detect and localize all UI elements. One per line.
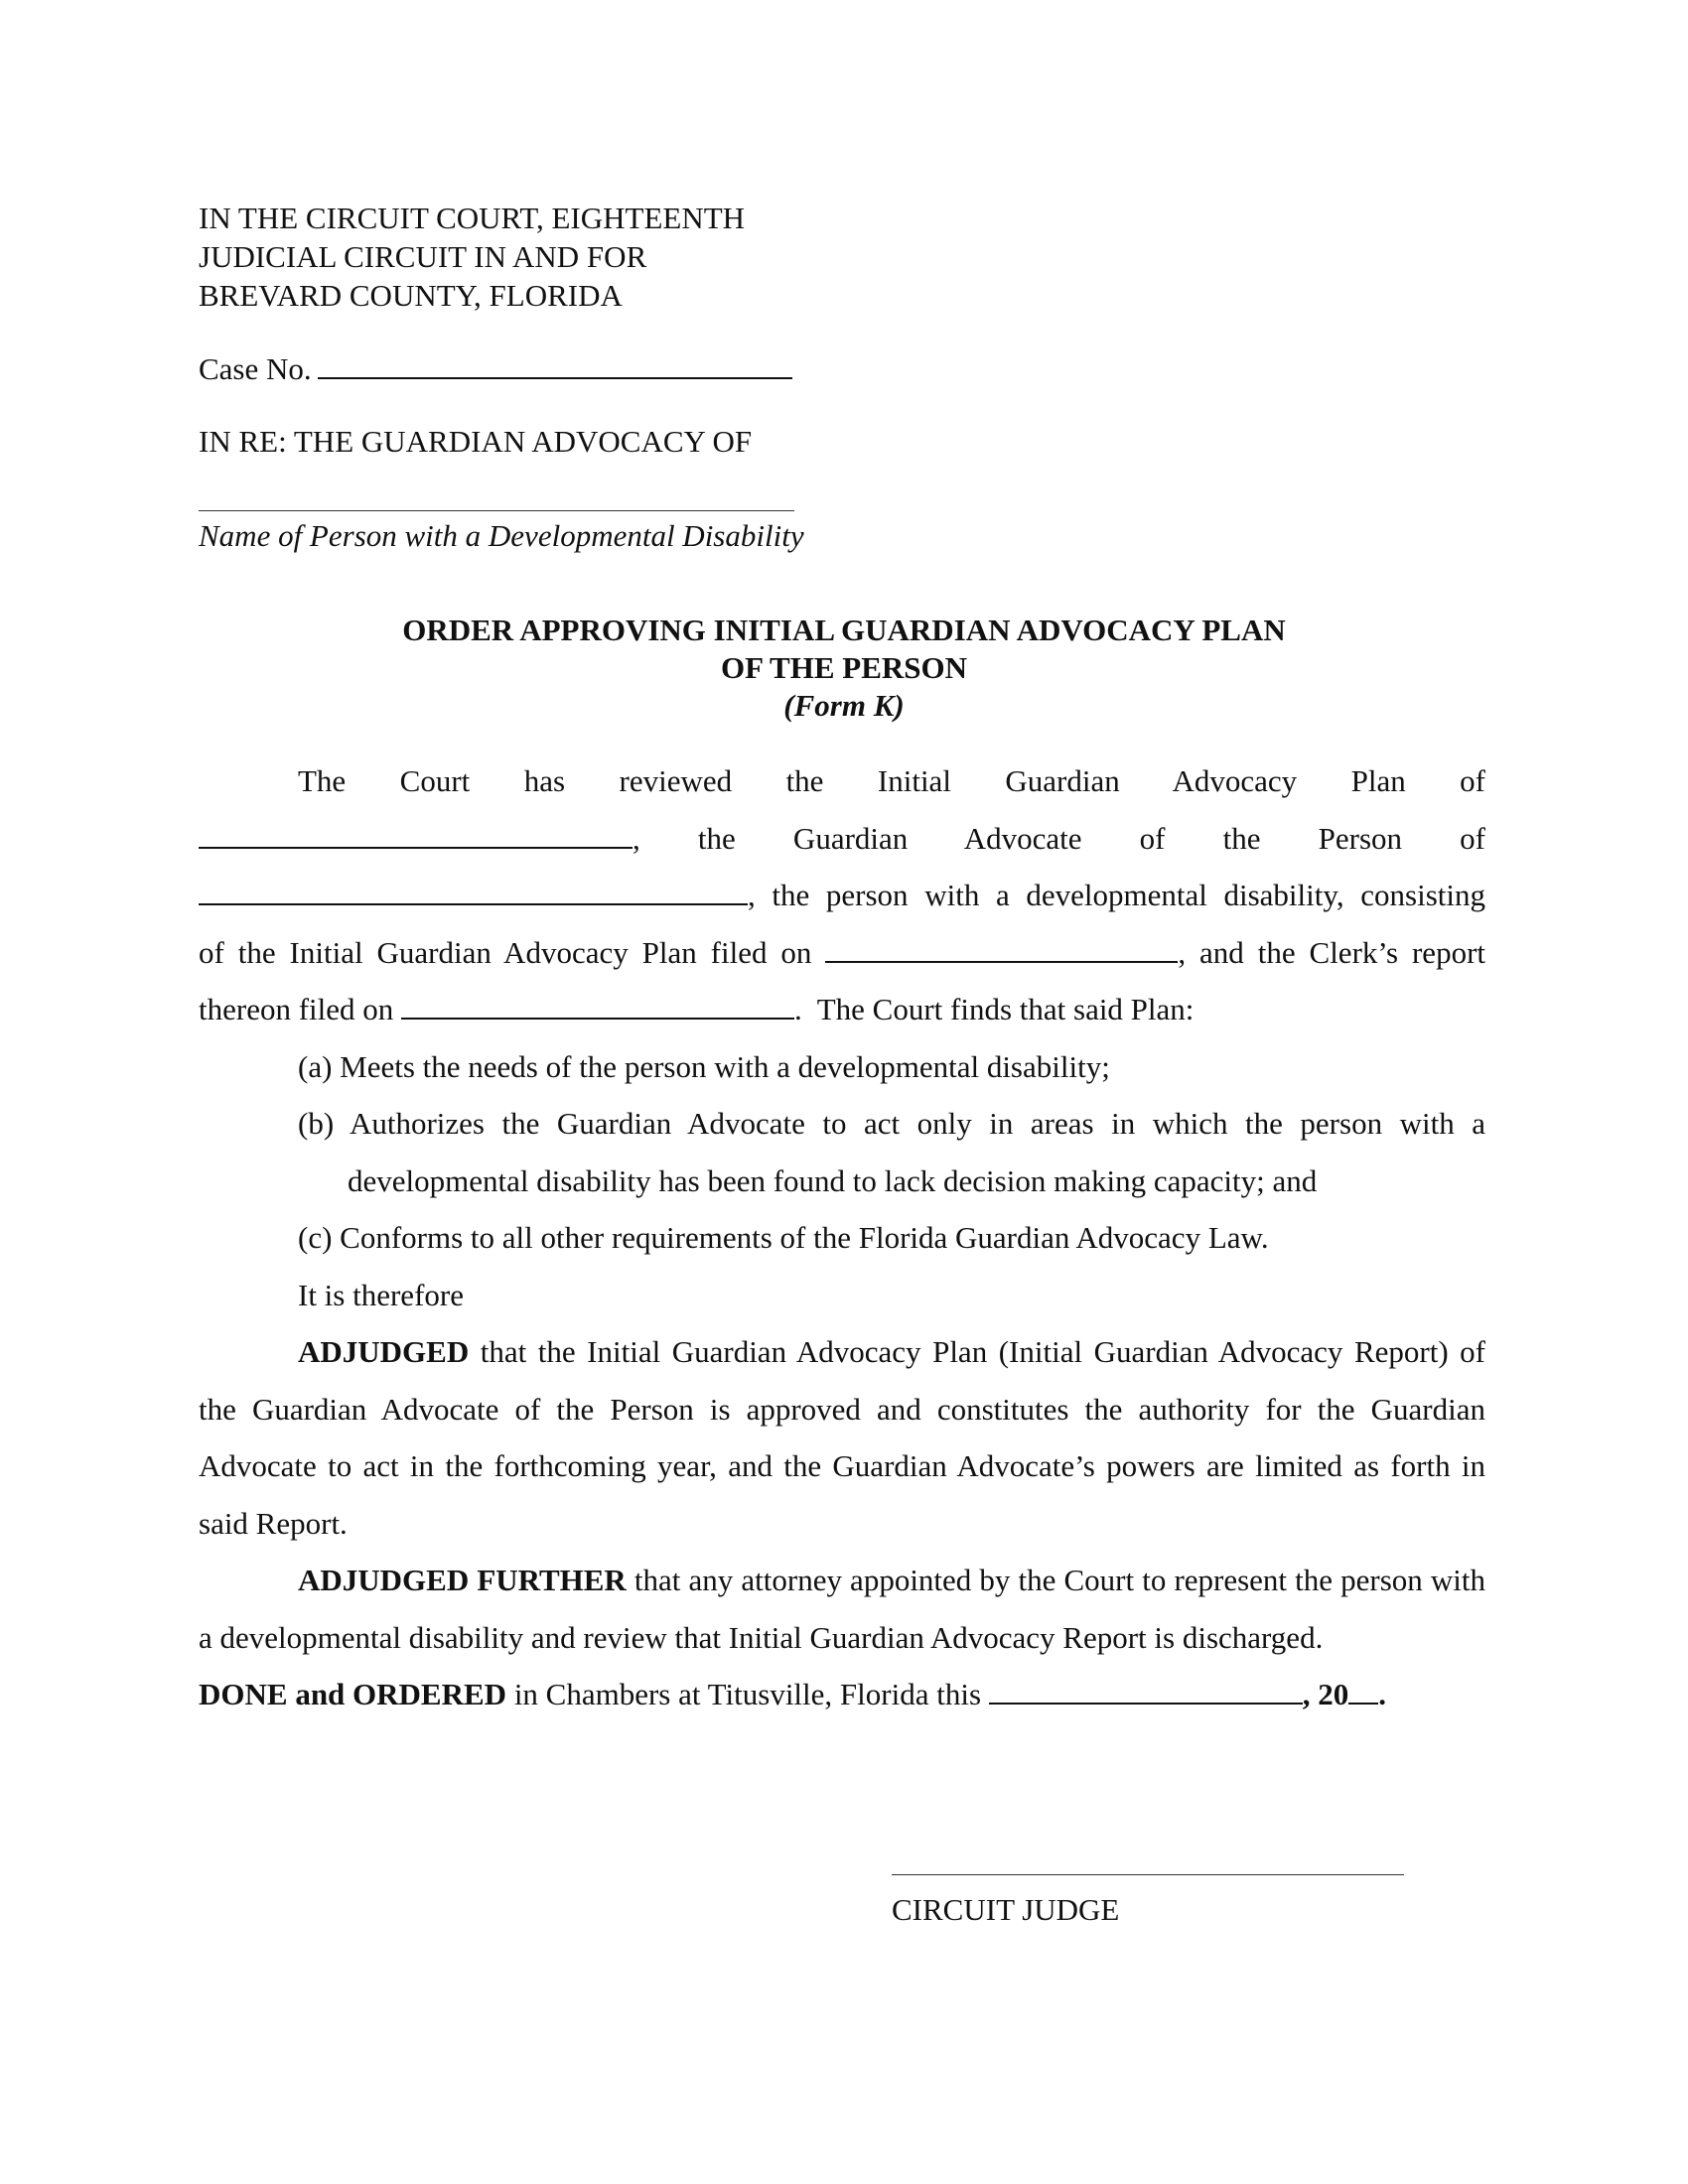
review-text-6: thereon filed on xyxy=(199,992,394,1026)
adjudged-text: that the Initial Guardian Advocacy Plan (Initial Guardian Advocacy Report) of the Guardian Advocate of the Person is approved and constitutes the authority for the Guardian Advocate to act in the forthcoming year, and the Guardian Advocate’s powers are limited as forth in said Report. xyxy=(199,1334,1485,1541)
ward-name-field[interactable] xyxy=(199,878,748,905)
plan-filed-date-field[interactable] xyxy=(825,935,1178,963)
review-text-2: , the Guardian Advocate of the Person of xyxy=(633,820,1485,856)
caption-line-3: BREVARD COUNTY, FLORIDA xyxy=(199,278,623,313)
review-line-2 xyxy=(199,810,1485,868)
case-number-row xyxy=(199,351,792,387)
review-text-7: . The Court finds that said Plan: xyxy=(794,992,1195,1026)
done-and-ordered-label: DONE and ORDERED xyxy=(199,1677,507,1711)
year-field[interactable] xyxy=(1348,1677,1378,1705)
adjudged-further-paragraph xyxy=(199,1552,1485,1666)
in-re-heading: IN RE: THE GUARDIAN ADVOCACY OF xyxy=(199,424,753,459)
year-prefix: , 20 xyxy=(1302,1677,1349,1711)
adjudged-paragraph xyxy=(199,1323,1485,1552)
title-line-1: ORDER APPROVING INITIAL GUARDIAN ADVOCACY PLAN xyxy=(402,613,1286,647)
done-and-ordered-text: in Chambers at Titusville, Florida this xyxy=(506,1677,989,1711)
review-line-3 xyxy=(199,867,1485,924)
title-line-2: OF THE PERSON xyxy=(720,650,968,685)
done-and-ordered-line xyxy=(199,1666,1485,1723)
court-caption xyxy=(199,199,745,315)
review-line-5 xyxy=(199,981,1485,1038)
adjudged-further-text: that any attorney appointed by the Court to represent the person with a developmental disability and review that Initial Guardian Advocacy Report is discharged. xyxy=(199,1563,1485,1655)
judge-title: CIRCUIT JUDGE xyxy=(892,1892,1120,1927)
case-number-label: Case No. xyxy=(199,351,312,386)
order-date-field[interactable] xyxy=(989,1677,1303,1705)
guardian-advocate-name-field[interactable] xyxy=(199,821,633,849)
review-line-4 xyxy=(199,924,1485,982)
adjudged-further-label: ADJUDGED FURTHER xyxy=(298,1563,627,1597)
review-line-1 xyxy=(199,752,1485,810)
review-text-3: , the person with a developmental disability, consisting xyxy=(748,878,1485,912)
finding-c: (c) Conforms to all other requirements of the Florida Guardian Advocacy Law. xyxy=(298,1220,1269,1255)
review-text-4: of the Initial Guardian Advocacy Plan filed on xyxy=(199,934,812,970)
review-text-1: The Court has reviewed the Initial Guardian Advocacy Plan of xyxy=(298,763,1485,798)
therefore-text: It is therefore xyxy=(298,1277,464,1312)
judge-signature-line[interactable] xyxy=(892,1874,1404,1875)
form-label: (Form K) xyxy=(783,688,905,723)
person-name-line[interactable] xyxy=(199,510,794,511)
order-title xyxy=(0,612,1688,725)
year-suffix: . xyxy=(1378,1677,1387,1711)
clerk-report-date-field[interactable] xyxy=(401,992,794,1020)
finding-b-line-1: (b) Authorizes the Guardian Advocate to act only in areas in which the person with a xyxy=(298,1106,1485,1141)
adjudged-label: ADJUDGED xyxy=(298,1334,470,1369)
finding-b-line-2: developmental disability has been found to lack decision making capacity; and xyxy=(348,1162,1318,1198)
review-text-5: , and the Clerk’s report xyxy=(1178,934,1486,970)
caption-line-1: IN THE CIRCUIT COURT, EIGHTEENTH xyxy=(199,201,746,235)
caption-line-2: JUDICIAL CIRCUIT IN AND FOR xyxy=(199,239,647,274)
order-body xyxy=(199,752,1485,1723)
person-name-caption: Name of Person with a Developmental Disability xyxy=(199,518,804,553)
case-number-field[interactable] xyxy=(318,351,792,379)
finding-a: (a) Meets the needs of the person with a developmental disability; xyxy=(298,1048,1110,1084)
